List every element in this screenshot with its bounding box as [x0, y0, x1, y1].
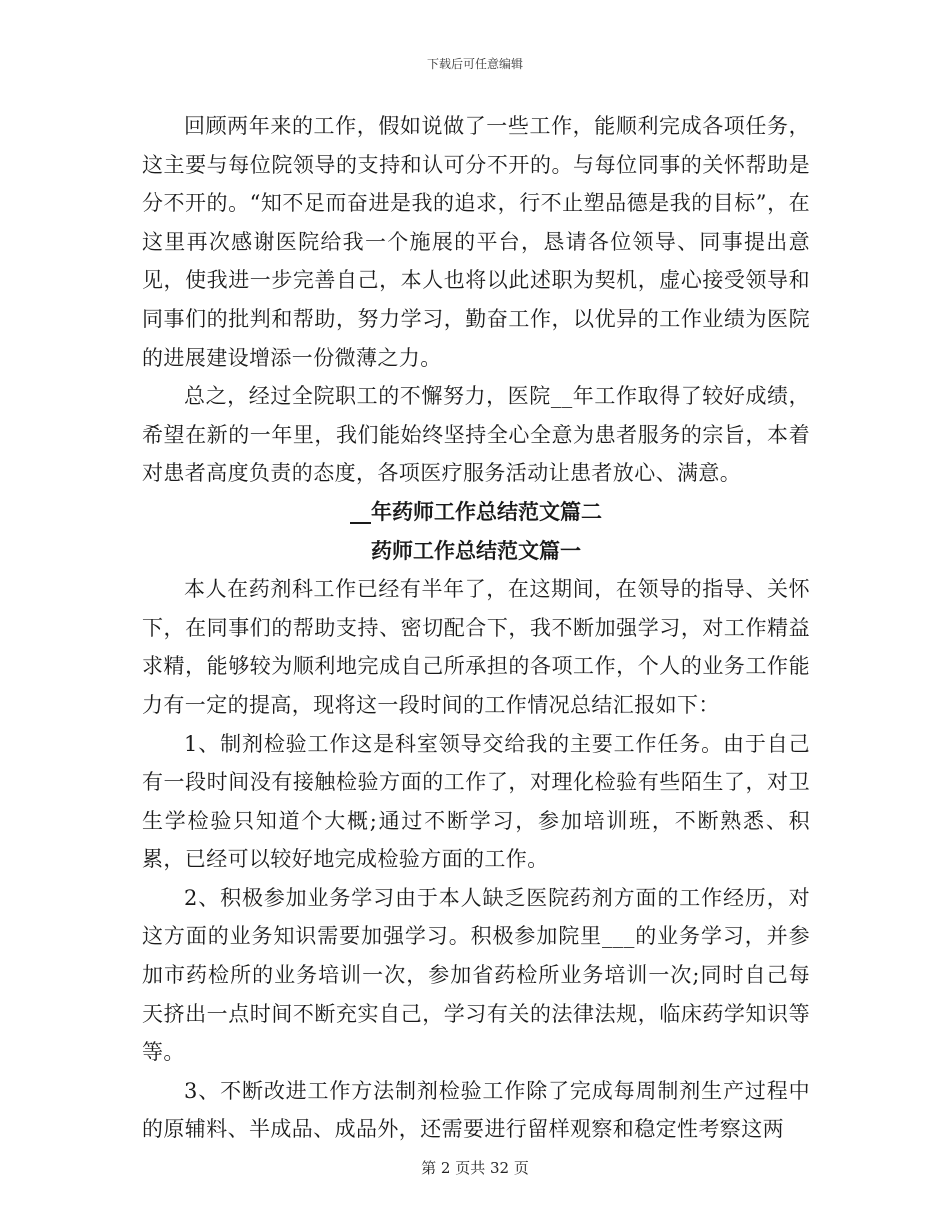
paragraph-item-3: 3、不断改进工作方法制剂检验工作除了完成每周制剂生产过程中的原辅料、半成品、成品外，还需要进行留样观察和稳定性考察这两 — [142, 1078, 810, 1142]
section-heading-part-one: 药师工作总结范文篇一 — [371, 537, 581, 563]
document-body — [142, 107, 810, 1149]
paragraph-item-1: 1、制剂检验工作这是科室领导交给我的主要工作任务。由于自己有一段时间没有接触检验方面的工作了，对理化检验有些陌生了，对卫生学检验只知道个大概;通过不断学习，参加培训班，不断熟悉、积累，已经可以较好地完成检验方面的工作。 — [142, 731, 810, 872]
paragraph-summary: 总之，经过全院职工的不懈努力，医院__年工作取得了较好成绩，希望在新的一年里，我们能始终坚持全心全意为患者服务的宗旨，本着对患者高度负责的态度，各项医疗服务活动让患者放心、满意。 — [142, 384, 810, 486]
page-header: 下载后可任意编辑 — [426, 57, 523, 71]
page-number: 第 2 页共 32 页 — [421, 1159, 529, 1177]
section-heading-part-two: __年药师工作总结范文篇二 — [350, 498, 602, 524]
paragraph-item-2: 2、积极参加业务学习由于本人缺乏医院药剂方面的工作经历，对这方面的业务知识需要加强学习。积极参加院里___的业务学习，并参加市药检所的业务培训一次，参加省药检所业务培训一次;同时自己每天挤出一点时间不断充实自己，学习有关的法律法规，临床药学知识等等。 — [142, 885, 810, 1065]
paragraph-review: 回顾两年来的工作，假如说做了一些工作，能顺利完成各项任务，这主要与每位院领导的支持和认可分不开的。与每位同事的关怀帮助是分不开的。“知不足而奋进是我的追求，行不止塑品德是我的目标”，在这里再次感谢医院给我一个施展的平台，恳请各位领导、同事提出意见，使我进一步完善自己，本人也将以此述职为契机，虚心接受领导和同事们的批判和帮助，努力学习，勤奋工作，以优异的工作业绩为医院的进展建设增添一份微薄之力。 — [142, 114, 810, 370]
paragraph-intro: 本人在药剂科工作已经有半年了，在这期间，在领导的指导、关怀下，在同事们的帮助支持、密切配合下，我不断加强学习，对工作精益求精，能够较为顺利地完成自己所承担的各项工作，个人的业务工作能力有一定的提高，现将这一段时间的工作情况总结汇报如下： — [142, 577, 810, 717]
